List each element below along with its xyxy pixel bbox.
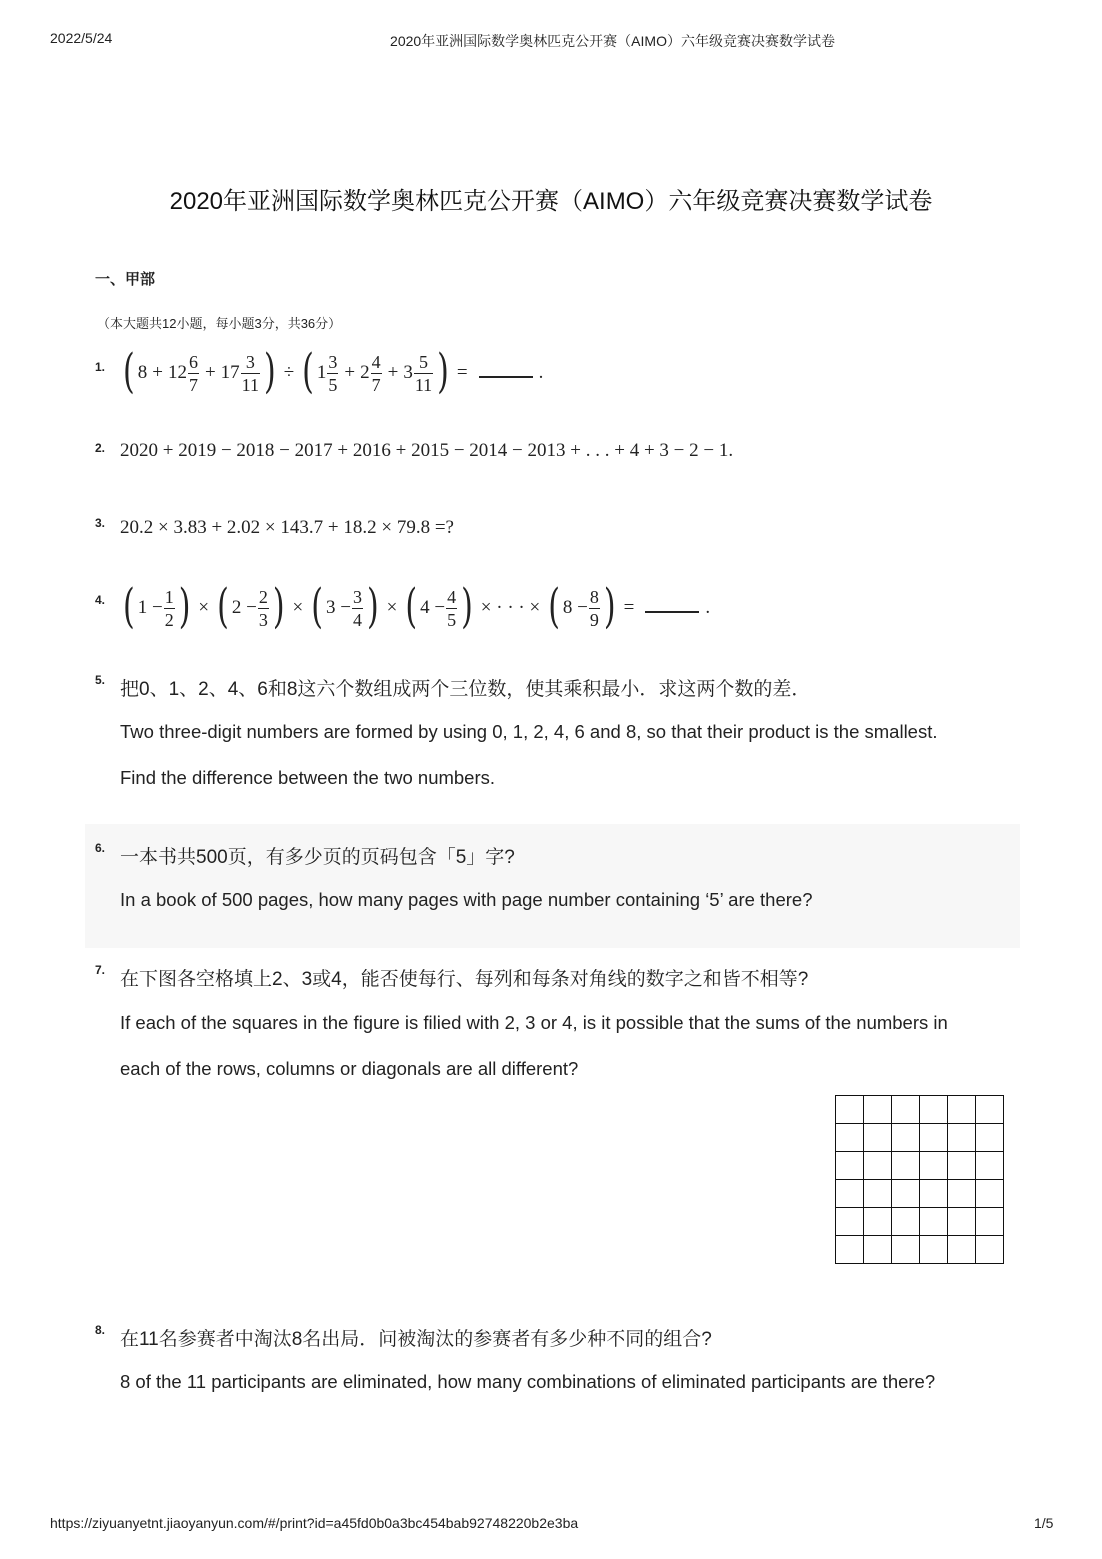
q4-term: 2 − — [231, 597, 257, 618]
q4-lparen: ( — [217, 580, 229, 635]
q5-number: 5. — [95, 673, 106, 687]
q1-term: 2 — [360, 362, 370, 383]
q2-number: 2. — [95, 441, 106, 455]
q4-rparen: ) — [461, 580, 473, 635]
q1-rparen: ) — [264, 345, 276, 400]
q1-op: ÷ — [283, 362, 295, 383]
q1-fraction: $\frac{6}{7}$ — [188, 351, 198, 395]
q1-fraction: $\frac{3}{5}$ — [328, 351, 338, 395]
print-header-title: 2020年亚洲国际数学奥林匹克公开赛（AIMO）六年级竞赛决赛数学试卷 — [390, 33, 835, 49]
q4-end: . — [705, 597, 711, 618]
q4-expression — [120, 580, 710, 636]
print-date: 2022/5/24 — [50, 30, 113, 46]
footer-url: https://ziyuanyetnt.jiaoyanyun.com/#/print?id=a45fd0b0a3bc454bab92748220b2e3ba — [50, 1515, 579, 1531]
q1-fraction: $\frac{3}{11}$ — [241, 351, 259, 395]
q1-fraction: $\frac{5}{11}$ — [414, 351, 433, 395]
q4-fraction: $\frac{1}{2}$ — [164, 586, 174, 630]
q2-expression: 2020 + 2019 − 2018 − 2017 + 2016 + 2015 − 2014 − 2013 + . . . + 4 + 3 − 2 − 1. — [120, 440, 734, 461]
q1-end: . — [538, 362, 544, 383]
q3-number: 3. — [95, 516, 106, 530]
q4-op: = — [623, 597, 635, 618]
q4-rparen: ) — [272, 580, 285, 635]
q4-lparen: ( — [311, 580, 323, 635]
q1-op: + — [387, 362, 399, 383]
q4-lparen: ( — [123, 580, 135, 635]
q1-term: 17 — [220, 362, 240, 383]
q1-expression — [120, 345, 543, 401]
q1-answer-blank — [479, 376, 533, 378]
q7-chinese: 在下图各空格填上2、3或4，能否使每行、每列和每条对角线的数字之和皆不相等? — [120, 969, 809, 990]
q4-op: × — [292, 597, 304, 618]
q1-term: 12 — [167, 362, 187, 383]
q6-number: 6. — [95, 841, 106, 855]
section-title: 一、甲部 — [95, 271, 156, 288]
q7-number: 7. — [95, 963, 106, 977]
q1-lparen: ( — [302, 345, 314, 400]
q8-chinese: 在11名参赛者中淘汰8名出局．问被淘汰的参赛者有多少种不同的组合? — [120, 1329, 712, 1350]
q1-term: 8 — [137, 362, 148, 383]
q4-term: 8 − — [562, 597, 588, 618]
q4-fraction: $\frac{4}{5}$ — [447, 586, 457, 630]
q4-fraction: $\frac{2}{3}$ — [258, 586, 268, 630]
q3-expression: 20.2 × 3.83 + 2.02 × 143.7 + 18.2 × 79.8 =? — [120, 517, 454, 538]
q4-op: × — [198, 597, 210, 618]
q7-grid-figure — [835, 1095, 1004, 1264]
q4-fraction: $\frac{8}{9}$ — [589, 586, 599, 630]
q4-rparen: ) — [178, 580, 191, 635]
section-note: （本大题共12小题，每小题3分，共36分） — [97, 316, 342, 331]
q4-op: × · · · × — [480, 597, 541, 618]
q4-term: 4 − — [420, 597, 446, 618]
q4-term: 3 − — [325, 597, 351, 618]
footer-page-number: 1/5 — [1034, 1515, 1054, 1531]
q5-english-line2: Find the difference between the two numbers. — [120, 767, 496, 788]
q6-english: In a book of 500 pages, how many pages with page number containing ‘5’ are there? — [120, 889, 813, 910]
q1-fraction: $\frac{4}{7}$ — [371, 351, 381, 395]
q4-number: 4. — [95, 593, 106, 607]
q1-op: + — [152, 362, 163, 383]
q4-lparen: ( — [548, 580, 560, 635]
q1-op: + — [204, 362, 216, 383]
q1-op: + — [344, 362, 356, 383]
q4-op: × — [386, 597, 398, 618]
q4-rparen: ) — [366, 580, 379, 635]
q8-english: 8 of the 11 participants are eliminated, how many combinations of eliminated participants are there? — [120, 1371, 936, 1392]
q1-number: 1. — [95, 360, 106, 374]
q5-chinese: 把0、1、2、4、6和8这六个数组成两个三位数，使其乘积最小．求这两个数的差． — [120, 679, 811, 700]
q4-fraction: $\frac{3}{4}$ — [352, 586, 362, 630]
q7-english-line1: If each of the squares in the figure is filied with 2, 3 or 4, is it possible that the sums of the numbers in — [120, 1012, 948, 1033]
q6-chinese: 一本书共500页，有多少页的页码包含「5」字? — [120, 847, 515, 868]
q1-lparen: ( — [123, 345, 135, 400]
q1-term: 1 — [316, 362, 327, 383]
q7-english-line2: each of the rows, columns or diagonals are all different? — [120, 1058, 579, 1079]
q1-op: = — [456, 362, 468, 383]
q8-number: 8. — [95, 1323, 106, 1337]
q4-answer-blank — [645, 611, 699, 613]
page-title: 2020年亚洲国际数学奥林匹克公开赛（AIMO）六年级竞赛决赛数学试卷 — [169, 188, 933, 215]
q4-term: 1 − — [137, 597, 163, 618]
q4-lparen: ( — [405, 580, 418, 635]
q4-rparen: ) — [603, 580, 616, 635]
q1-rparen: ) — [437, 345, 449, 400]
q1-term: 3 — [403, 362, 413, 383]
q5-english-line1: Two three-digit numbers are formed by using 0, 1, 2, 4, 6 and 8, so that their product is the smallest. — [120, 721, 938, 742]
